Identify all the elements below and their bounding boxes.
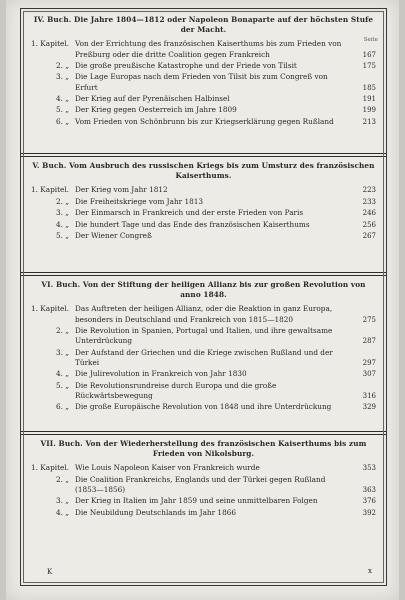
toc-entry: 4. „ Die hundert Tage und das Ende des französischen Kaiserthums 256 (55, 219, 376, 229)
toc-entry: 2. „ Die Freiheitskriege vom Jahr 1813 233 (55, 196, 376, 206)
toc-entry: 3. „ Der Einmarsch in Frankreich und der erste Frieden von Paris 246 (55, 208, 376, 218)
section-divider (21, 156, 386, 157)
toc-entry: 5. „ Der Wiener Congreß 267 (55, 230, 376, 240)
toc-entry: 6. „ Vom Frieden von Schönbrunn bis zur Kriegserklärung gegen Rußland 213 (55, 116, 376, 126)
toc-entry: 6. „ Die große Europäische Revolution von 1848 und ihre Unterdrückung 329 (55, 402, 376, 412)
toc-entry: 4. „ Die Julirevolution in Frankreich von Jahr 1830 307 (55, 369, 376, 379)
toc-entry: 2. „ Die Coalition Frankreichs, Englands und der Türkei gegen Rußland (1853—1856) 363 (55, 474, 376, 494)
toc-entry: 5. „ Die Revolutionsrundreise durch Europa und die große Rückwärtsbewegung 316 (55, 380, 376, 400)
toc-entry: 2. „ Die Revolution in Spanien, Portugal und Italien, und ihre gewaltsame Unterdrückung 287 (55, 326, 376, 346)
toc-entry: 1. Kapitel. Von der Errichtung des französischen Kaiserthums bis zum Frieden von Preßburg oder die dritte Coalition gegen Frankreich 167 (31, 39, 376, 59)
section-divider (21, 434, 386, 435)
corner-mark: x (368, 567, 372, 575)
page-column-label: Seite (363, 37, 378, 43)
toc-entry: 4. „ Die Neubildung Deutschlands im Jahr 1866 392 (55, 507, 376, 517)
toc-entry: 3. „ Der Krieg in Italien im Jahr 1859 und seine unmittelbaren Folgen 376 (55, 496, 376, 506)
toc-entry: 5. „ Der Krieg gegen Oesterreich im Jahre 1809 199 (55, 105, 376, 115)
section-book-5 (25, 161, 382, 242)
toc-entry: 1. Kapitel. Wie Louis Napoleon Kaiser von Frankreich wurde 353 (31, 463, 376, 473)
section-divider (21, 153, 386, 154)
section-book-6 (25, 280, 382, 414)
section-heading: VII. Buch. Von der Wiederherstellung des französischen Kaiserthums bis zum Frieden von Nikolsburg. (40, 439, 367, 459)
section-divider (21, 275, 386, 276)
toc-entry: 2. „ Die große preußische Katastrophe und der Friede von Tilsit 175 (55, 61, 376, 70)
page-frame (20, 8, 387, 586)
toc-entry: 4. „ Der Krieg auf der Pyrenäischen Halbinsel 191 (55, 93, 376, 103)
section-book-7 (25, 439, 382, 519)
section-divider (21, 431, 386, 432)
book-page (6, 0, 399, 600)
section-book-4 (25, 15, 382, 128)
section-heading: V. Buch. Vom Ausbruch des russischen Kriegs bis zum Umsturz des französischen Kaiserthums. (32, 161, 375, 181)
toc-entry: 3. „ Der Aufstand der Griechen und die Kriege zwischen Rußland und der Türkei 297 (55, 347, 376, 367)
section-heading: IV. Buch. Die Jahre 1804—1812 oder Napoleon Bonaparte auf der höchsten Stufe der Macht. (33, 15, 374, 35)
signature-mark: K (47, 568, 53, 576)
toc-entry: 1. Kapitel. Der Krieg vom Jahr 1812 223 (31, 185, 376, 195)
section-divider (21, 272, 386, 273)
section-heading: VI. Buch. Von der Stiftung der heiligen Allianz bis zur großen Revolution von anno 1848. (41, 280, 366, 300)
toc-entry: 3. „ Die Lage Europas nach dem Frieden von Tilsit bis zum Congreß von Erfurt 185 (55, 72, 376, 92)
toc-entry: 1. Kapitel. Das Auftreten der heiligen Allianz, oder die Reaktion in ganz Europa, besonders in Deutschland und Frankreich von 1815—1820 275 (31, 304, 376, 324)
